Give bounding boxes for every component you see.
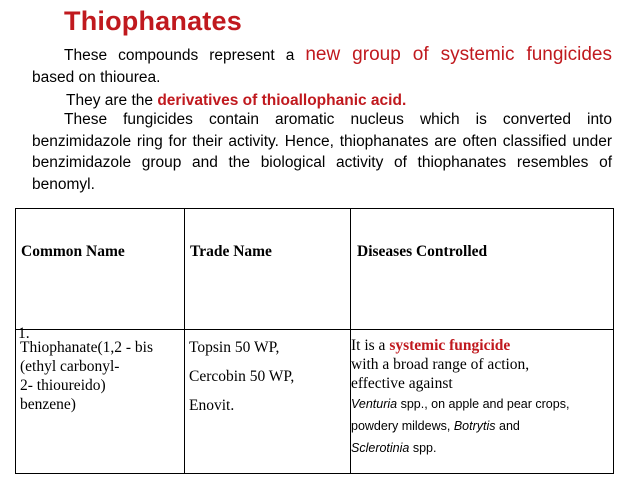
diseases-line-2: with a broad range of action, <box>351 356 530 373</box>
diseases-line-4: Venturia spp., on apple and pear crops, <box>351 397 570 411</box>
derivatives-prefix: They are the <box>66 92 158 109</box>
page-title: Thiophanates <box>64 6 242 36</box>
common-name-line-3: 2- thioureido) <box>20 377 106 394</box>
description-text: These fungicides contain aromatic nucleus which is converted into benzimidazole ring for their activity. Hence, thiophanates are often classified under benzimidazole group and the biological activity of thiophanates resembles of benomyl. <box>32 111 612 193</box>
derivatives-highlight: derivatives of thioallophanic acid. <box>157 92 407 109</box>
common-name-line-2: (ethyl carbonyl- <box>20 358 120 375</box>
diseases-line-6: Sclerotinia spp. <box>351 441 437 455</box>
common-name-line-1: Thiophanate(1,2 - bis <box>20 339 154 356</box>
description-paragraph <box>32 109 612 195</box>
header-common-name: Common Name <box>16 209 185 330</box>
header-trade-name: Trade Name <box>185 209 351 330</box>
header-diseases-controlled: Diseases Controlled <box>351 209 614 330</box>
cell-diseases-controlled <box>351 330 614 474</box>
row-number: 1. <box>18 325 30 342</box>
trade-name-2: Cercobin 50 WP, <box>189 368 295 385</box>
intro-paragraph <box>32 44 612 88</box>
table-header-row <box>16 209 614 330</box>
common-name-line-4: benzene) <box>20 396 76 413</box>
cell-trade-name <box>185 330 351 474</box>
diseases-line-3: effective against <box>351 375 453 392</box>
intro-highlight: new group of systemic fungicides <box>305 44 612 65</box>
diseases-highlight: systemic fungicide <box>389 337 511 354</box>
table-row <box>16 330 614 474</box>
cell-common-name <box>16 325 185 474</box>
diseases-line-1: It is a systemic fungicide <box>351 337 511 354</box>
intro-text: These compounds represent a <box>64 47 306 64</box>
intro-line-1 <box>32 44 612 67</box>
intro-line-2: based on thiourea. <box>32 68 161 86</box>
fungicide-table <box>15 208 614 474</box>
trade-name-1: Topsin 50 WP, <box>189 339 280 356</box>
diseases-line-5: powdery mildews, Botrytis and <box>351 419 520 433</box>
trade-name-3: Enovit. <box>189 397 235 414</box>
